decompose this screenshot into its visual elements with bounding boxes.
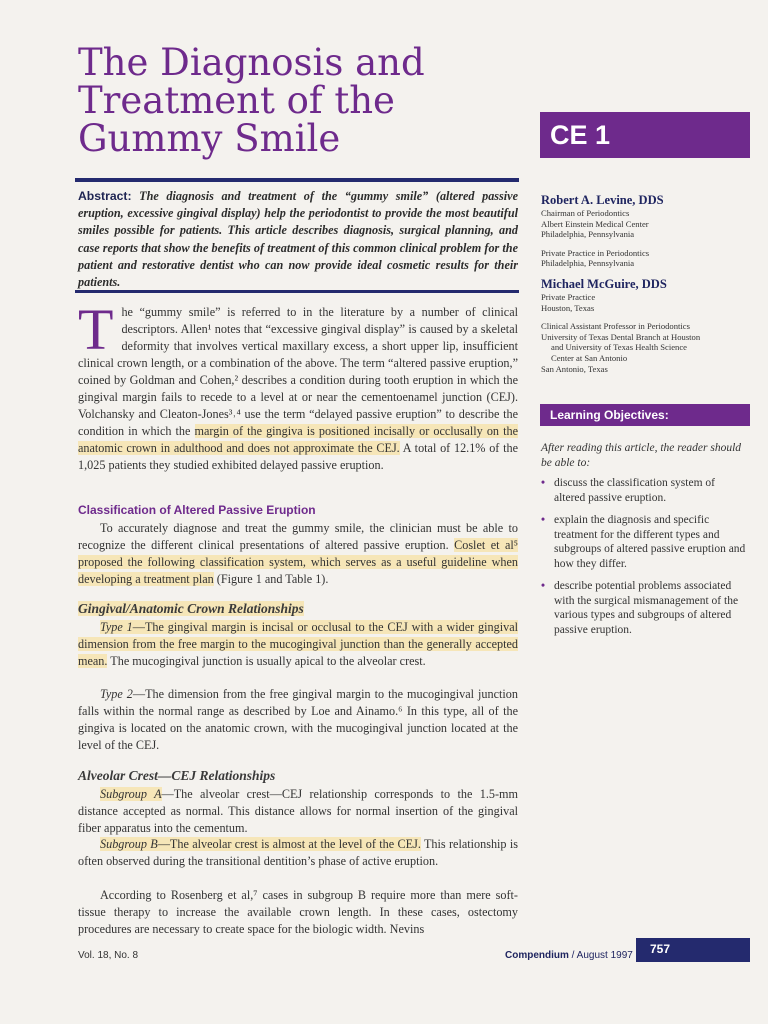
- footer-journal-name: Compendium: [505, 950, 569, 961]
- author-1-affil-line: Philadelphia, Pennsylvania: [541, 258, 635, 269]
- learning-objectives-list: [541, 476, 746, 645]
- subgroup-b-paragraph: [78, 836, 518, 870]
- subgroup-a-paragraph: [78, 786, 518, 837]
- author-2-affil-line: Center at San Antonio: [551, 352, 628, 363]
- type1-highlight: —The gingival margin is incisal or occlusal to the CEJ with a wider gingival dimension from the free margin to the mucogingival junction than the generally accepted mean.: [78, 620, 518, 668]
- intro-highlight: margin of the gingiva is positioned incisally or occlusally on the anatomic crown in adulthood and does not approximate the CEJ.: [78, 424, 518, 455]
- abstract-text: The diagnosis and treatment of the “gummy smile” (altered passive eruption, excessive gingival display) help the periodontist to provide the most beautiful smiles possible for patients. This article describes diagnosis, surgical planning, and case reports that show the benefits of treatment of this common clinical problem for the patient and restorative dentist who can now provide ideal cosmetic results for their patients.: [78, 189, 518, 290]
- author-2-affil-line: and University of Texas Health Science: [551, 342, 687, 353]
- author-1-affiliation: [541, 208, 741, 269]
- subgroup-b-highlight: —The alveolar crest is almost at the level of the CEJ.: [157, 837, 421, 851]
- classification-paragraph: [78, 520, 518, 588]
- subgroup-b-label: Subgroup B: [100, 837, 158, 851]
- subgroup-b-rest: This relationship is often observed during the transitional dentition’s phase of active eruption.: [78, 837, 518, 868]
- list-item: • discuss the classification system of altered passive eruption.: [541, 476, 746, 505]
- subgroup-a-text: —The alveolar crest—CEJ relationship corresponds to the 1.5-mm distance accepted as normal. This distance allows for normal insertion of the gingival fiber apparatus into the cementum.: [78, 787, 518, 835]
- alveolar-heading: Alveolar Crest—CEJ Relationships: [78, 768, 276, 783]
- author-2-name: Michael McGuire, DDS: [541, 277, 667, 291]
- type1-label: Type 1: [100, 620, 133, 634]
- author-2-affiliation: [541, 292, 741, 374]
- learning-objectives-heading: Learning Objectives:: [540, 404, 750, 426]
- classification-end: (Figure 1 and Table 1).: [213, 572, 329, 586]
- type2-text: —The dimension from the free gingival margin to the mucogingival junction falls within the normal range as described by Loe and Ainamo.⁶ In this type, all of the gingiva is located on the anatomic crown, with the mucogingival junction located at the level of the CEJ.: [78, 687, 518, 752]
- classification-highlight: Coslet et al⁵ proposed the following classification system, which serves as a useful guideline when developing a treatment plan: [78, 538, 518, 586]
- intro-text: he “gummy smile” is referred to in the literature by a number of clinical descriptors. Allen¹ notes that “excessive gingival display” is caused by a skeletal deformity that involves vertical maxillary excess, a short upper lip, insufficient clinical crown length, or a combination of the above. The term “altered passive eruption,” coined by Goldman and Cohen,² describes a condition during tooth eruption in which the gingival margin fails to recede to a level at or near the cementoenamel junction (CEJ). Volchansky and Cleaton-Jones³˒⁴ use the term “delayed passive eruption” to describe the condition in which the: [78, 305, 518, 438]
- abstract-rule: [75, 290, 519, 293]
- author-1-affil-line: Albert Einstein Medical Center: [541, 218, 649, 229]
- type2-paragraph: [78, 686, 518, 754]
- footer-date: / August 1997: [568, 950, 633, 961]
- author-2-affil-line: San Antonio, Texas: [541, 363, 608, 374]
- classification-heading: Classification of Altered Passive Eruption: [78, 503, 316, 517]
- gingival-heading-text: Gingival/Anatomic Crown Relationships: [78, 601, 304, 616]
- abstract-label: Abstract:: [78, 189, 132, 203]
- title-line-1: The Diagnosis and: [78, 41, 425, 84]
- author-1-name: Robert A. Levine, DDS: [541, 193, 664, 207]
- learning-objectives-intro: After reading this article, the reader should be able to:: [541, 442, 742, 469]
- type2-label: Type 2: [100, 687, 133, 701]
- article-title: [78, 41, 518, 160]
- rosenberg-paragraph: According to Rosenberg et al,⁷ cases in subgroup B require more than mere soft-tissue therapy to increase the available crown length. In these cases, ostectomy procedures are necessary to create space for the biologic width. Nevins: [78, 888, 518, 936]
- author-2-affil-line: University of Texas Dental Branch at Houston: [541, 331, 701, 342]
- subgroup-a-label: Subgroup A: [100, 787, 162, 801]
- title-line-2: Treatment of the: [78, 79, 395, 122]
- drop-cap: T: [78, 297, 114, 362]
- author-1-affil-line: Philadelphia, Pennsylvania: [541, 229, 635, 240]
- type1-rest: The mucogingival junction is usually apical to the alveolar crest.: [107, 654, 426, 668]
- intro-paragraph: [78, 297, 518, 474]
- list-item: • describe potential problems associated with the surgical mismanagement of the various types and subgroups of altered passive eruption.: [541, 579, 746, 637]
- list-item: • explain the diagnosis and specific treatment for the different types and subgroups of altered passive eruption and how they differ.: [541, 513, 746, 571]
- type1-paragraph: [78, 619, 518, 670]
- abstract: [78, 188, 518, 291]
- author-2-affil-line: Private Practice: [541, 292, 596, 302]
- ce-badge: CE 1: [540, 112, 750, 158]
- gingival-heading: [78, 601, 304, 617]
- author-1-affil-line: Private Practice in Periodontics: [541, 247, 650, 258]
- classification-text: To accurately diagnose and treat the gummy smile, the clinician must be able to recognize the different clinical presentations of altered passive eruption.: [78, 521, 518, 552]
- author-1-affil-line: Chairman of Periodontics: [541, 208, 630, 218]
- title-line-3: Gummy Smile: [78, 117, 341, 160]
- author-2-affil-line: Clinical Assistant Professor in Periodontics: [541, 321, 690, 332]
- page-number: 757: [636, 938, 750, 962]
- top-rule: [75, 178, 519, 182]
- author-2-affil-line: Houston, Texas: [541, 302, 595, 313]
- footer-volume: Vol. 18, No. 8: [78, 950, 139, 961]
- intro-end: A total of 12.1% of the 1,025 patients they studied exhibited delayed passive eruption.: [78, 441, 518, 472]
- footer-journal: [505, 950, 633, 961]
